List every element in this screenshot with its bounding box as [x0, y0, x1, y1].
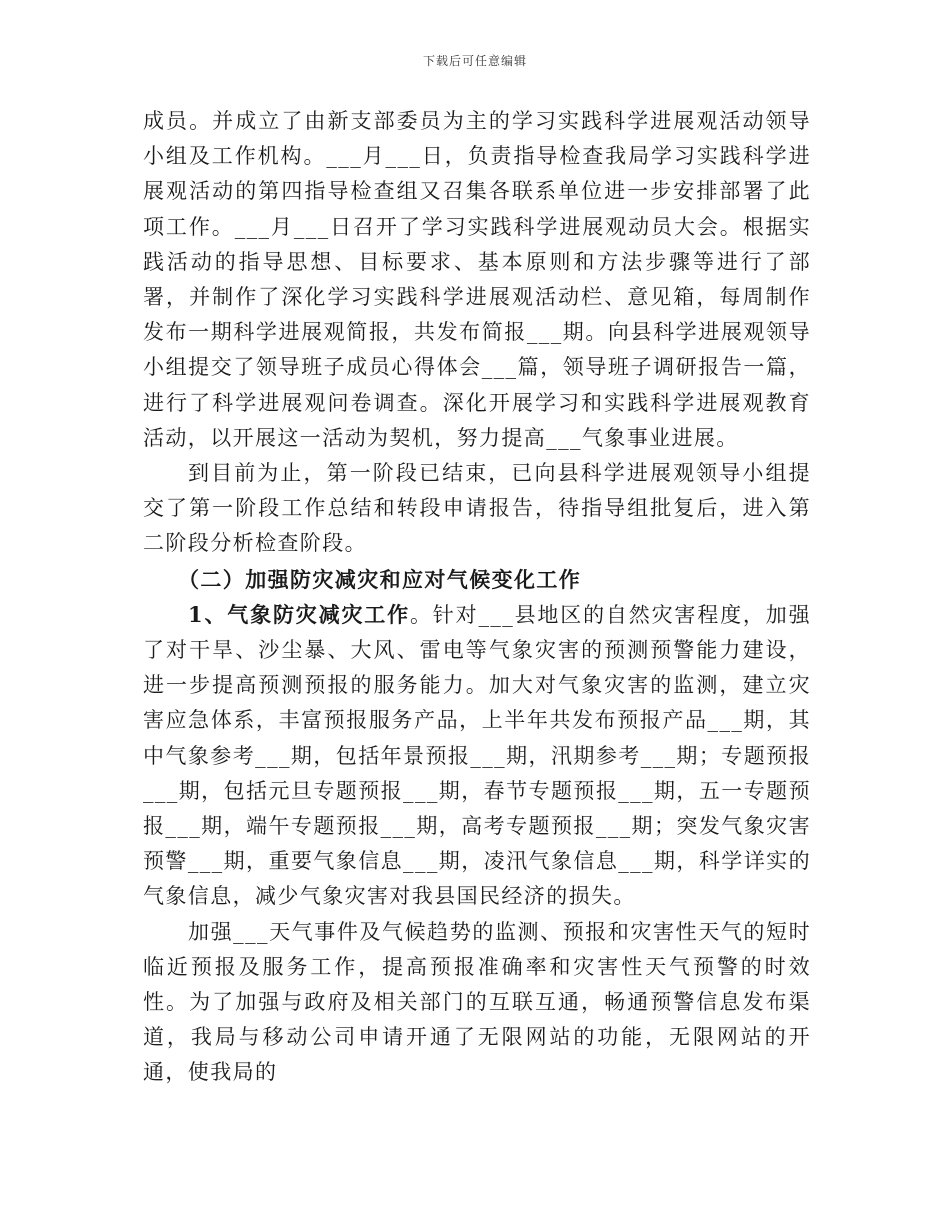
- paragraph-weather-monitoring: 加强___天气事件及气候趋势的监测、预报和灾害性天气的短时临近预报及服务工作，提高预报准确率和灾害性天气预警的时效性。为了加强与政府及相关部门的互联互通，畅通预警信息发布渠道，我局与移动公司申请开通了无限网站的功能，无限网站的开通，使我局的: [143, 919, 811, 1085]
- paragraph-lead-title: 1、气象防灾减灾工作: [188, 601, 410, 627]
- document-body: [143, 104, 811, 1091]
- paragraph-continuation: 成员。并成立了由新支部委员为主的学习实践科学进展观活动领导小组及工作机构。___月___日，负责指导检查我局学习实践科学进展观活动的第四指导检查组又召集各联系单位进一步安排部署了此项工作。___月___日召开了学习实践科学进展观动员大会。根据实践活动的指导思想、目标要求、基本原则和方法步骤等进行了部署，并制作了深化学习实践科学进展观活动栏、意见箱，每周制作发布一期科学进展观简报，共发布简报___期。向县科学进展观领导小组提交了领导班子成员心得体会___篇，领导班子调研报告一篇，进行了科学进展观问卷调查。深化开展学习和实践科学进展观教育活动，以开展这一活动为契机，努力提高___气象事业进展。: [143, 109, 811, 450]
- section-heading: （二）加强防灾减灾和应对气候变化工作: [178, 566, 582, 592]
- paragraph-body: 。针对___县地区的自然灾害程度，加强了对干旱、沙尘暴、大风、雷电等气象灾害的预测预警能力建设，进一步提高预测预报的服务能力。加大对气象灾害的监测，建立灾害应急体系，丰富预报服务产品，上半年共发布预报产品___期，其中气象参考___期，包括年景预报___期，汛期参考___期；专题预报___期，包括元旦专题预报___期，春节专题预报___期，五一专题预报___期，端午专题预报___期，高考专题预报___期；突发气象灾害预警___期，重要气象信息___期，凌汛气象信息___期，科学详实的气象信息，减少气象灾害对我县国民经济的损失。: [143, 602, 811, 909]
- page-header-note: 下载后可任意编辑: [422, 54, 527, 68]
- paragraph-stage-summary: 到目前为止，第一阶段已结束，已向县科学进展观领导小组提交了第一阶段工作总结和转段申请报告，待指导组批复后，进入第二阶段分析检查阶段。: [143, 461, 811, 556]
- paragraph-disaster-prevention: [143, 597, 811, 915]
